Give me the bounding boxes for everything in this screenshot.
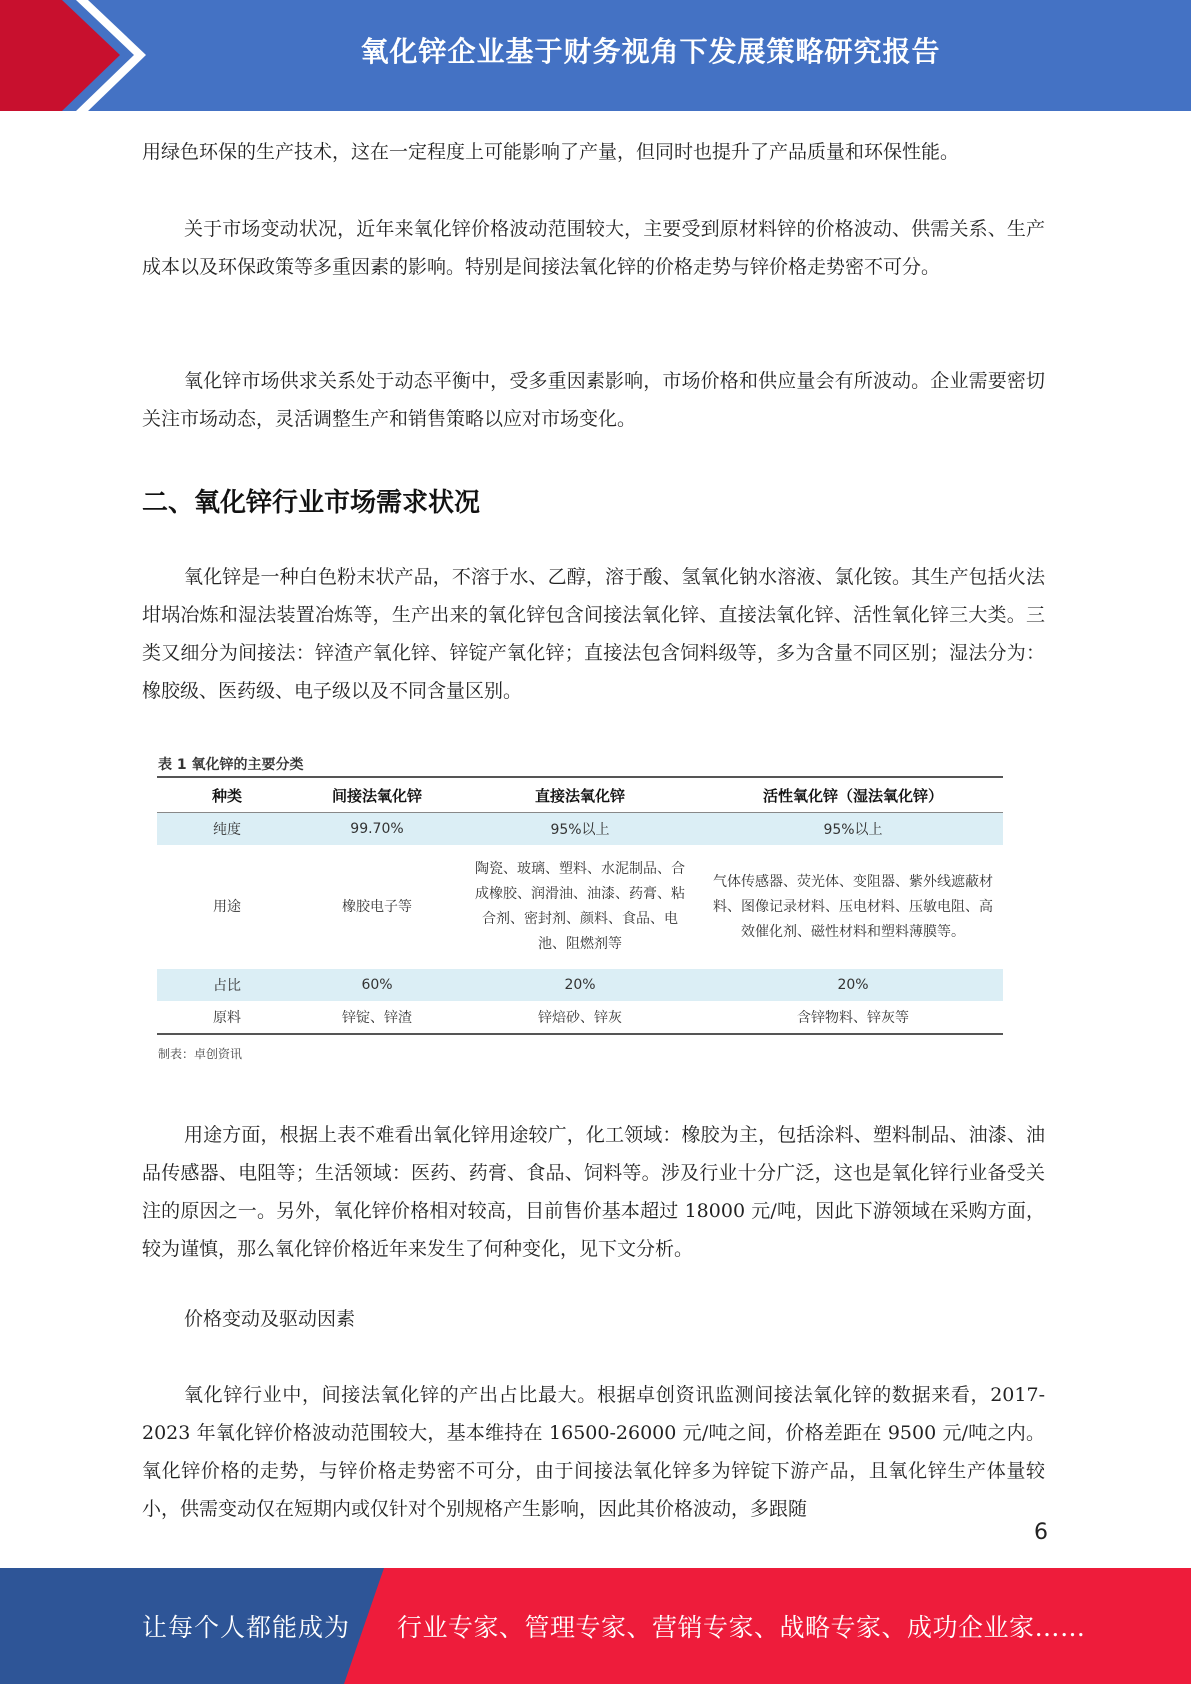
table-header-cell: 活性氧化锌（湿法氧化锌）	[703, 777, 1003, 813]
paragraph: 用途方面，根据上表不难看出氧化锌用途较广，化工领域：橡胶为主，包括涂料、塑料制品、油漆、油品传感器、电阻等；生活领域：医药、药膏、食品、饲料等。涉及行业十分广泛，这也是氧化锌行业备受关注的原因之一。另外，氧化锌价格相对较高，目前售价基本超过 18000 元/吨，因此下游领域在采购方面，较为谨慎，那么氧化锌价格近年来发生了何种变化，见下文分析。	[142, 1124, 1045, 1260]
table-cell: 纯度	[157, 813, 297, 846]
table-cell	[457, 845, 703, 969]
page-header	[0, 0, 1191, 111]
table-cell: 含锌物料、锌灰等	[797, 1010, 909, 1026]
table-cell: 60%	[297, 969, 457, 1001]
table-cell: 20%	[457, 969, 703, 1001]
table-cell: 20%	[703, 969, 1003, 1001]
table-cell: 锌锭、锌渣	[342, 1010, 412, 1026]
section-heading: 二、氧化锌行业市场需求状况	[142, 488, 481, 518]
paragraph: 用绿色环保的生产技术，这在一定程度上可能影响了产量，但同时也提升了产品质量和环保性能。	[142, 141, 960, 163]
table-cell: 99.70%	[297, 813, 457, 846]
paragraph: 氧化锌是一种白色粉末状产品，不溶于水、乙醇，溶于酸、氢氧化钠水溶液、氯化铵。其生产包括火法坩埚冶炼和湿法装置冶炼等，生产出来的氧化锌包含间接法氧化锌、直接法氧化锌、活性氧化锌三大类。三类又细分为间接法：锌渣产氧化锌、锌锭产氧化锌；直接法包含饲料级等，多为含量不同区别；湿法分为：橡胶级、医药级、电子级以及不同含量区别。	[142, 566, 1045, 702]
table-header-cell: 间接法氧化锌	[297, 777, 457, 813]
table-header-cell: 直接法氧化锌	[457, 777, 703, 813]
table-cell: 占比	[157, 969, 297, 1001]
table-caption: 表 1 氧化锌的主要分类	[158, 757, 304, 773]
classification-table	[157, 776, 1003, 1035]
page-footer	[0, 1568, 1191, 1684]
header-title: 氧化锌企业基于财务视角下发展策略研究报告	[360, 35, 941, 68]
table-cell: 95%以上	[703, 813, 1003, 846]
table-cell-text: 气体传感器、荧光体、变阻器、紫外线遮蔽材料、图像记录材料、压电材料、压敏电阻、高效催化剂、磁性材料和塑料薄膜等。	[713, 873, 993, 940]
paragraph: 价格变动及驱动因素	[184, 1308, 356, 1330]
paragraph: 氧化锌行业中，间接法氧化锌的产出占比最大。根据卓创资讯监测间接法氧化锌的数据来看，2017-2023 年氧化锌价格波动范围较大，基本维持在 16500-26000 元/吨之间，价格差距在 9500 元/吨之内。氧化锌价格的走势，与锌价格走势密不可分，由于间接法氧化锌多为锌锭下游产品，且氧化锌生产体量较小，供需变动仅在短期内或仅针对个别规格产生影响，因此其价格波动，多跟随	[142, 1384, 1045, 1520]
table-cell: 橡胶电子等	[342, 898, 412, 915]
table-cell: 用途	[213, 898, 241, 915]
footer-slogan-right: 行业专家、管理专家、营销专家、战略专家、成功企业家……	[397, 1613, 1086, 1642]
table-row	[157, 813, 1003, 846]
table-source: 制表：卓创资讯	[158, 1047, 243, 1061]
footer-slogan-left: 让每个人都能成为	[142, 1613, 351, 1642]
table-cell-text: 陶瓷、玻璃、塑料、水泥制品、合成橡胶、润滑油、油漆、药膏、粘合剂、密封剂、颜料、食品、电池、阻燃剂等	[475, 861, 685, 952]
paragraph: 氧化锌市场供求关系处于动态平衡中，受多重因素影响，市场价格和供应量会有所波动。企业需要密切关注市场动态，灵活调整生产和销售策略以应对市场变化。	[142, 370, 1045, 430]
table-cell: 95%以上	[457, 813, 703, 846]
table-header-cell: 种类	[157, 777, 297, 813]
table-cell: 原料	[213, 1010, 241, 1026]
table-row	[157, 845, 1003, 969]
table-cell	[703, 845, 1003, 969]
table-header-row	[157, 777, 1003, 813]
page-number: 6	[1034, 1520, 1048, 1545]
table-row	[157, 969, 1003, 1001]
header-chevron-icon	[0, 0, 160, 111]
table-row	[157, 1001, 1003, 1034]
paragraph: 关于市场变动状况，近年来氧化锌价格波动范围较大，主要受到原材料锌的价格波动、供需关系、生产成本以及环保政策等多重因素的影响。特别是间接法氧化锌的价格走势与锌价格走势密不可分。	[142, 218, 1045, 278]
table-cell: 锌焙砂、锌灰	[538, 1010, 622, 1026]
